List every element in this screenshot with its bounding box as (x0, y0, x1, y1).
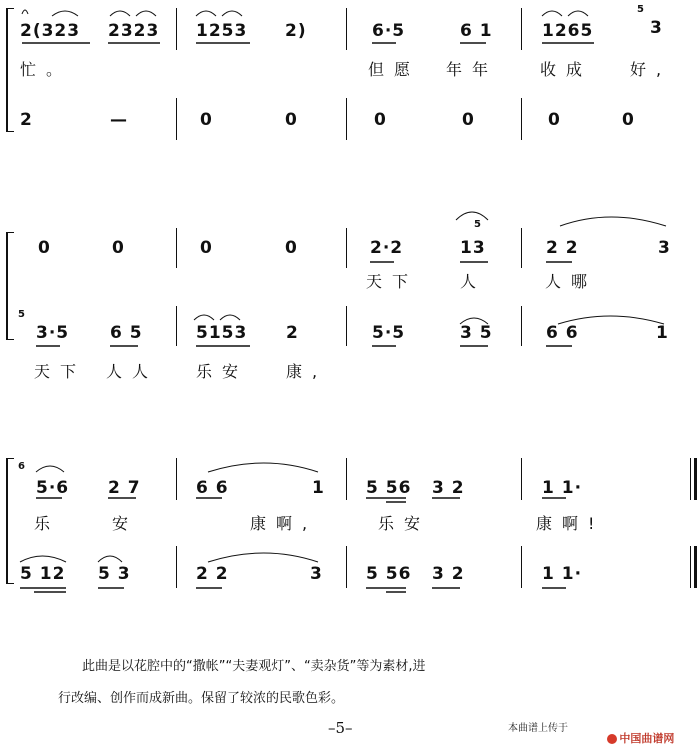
slur-layer (0, 200, 700, 270)
note: 0 (374, 110, 387, 130)
barline (346, 98, 347, 140)
note: 6 6 (546, 323, 579, 343)
bracket-bottom-hook (6, 131, 14, 132)
lyric: 但愿 (368, 60, 421, 79)
note: 6·5 (372, 21, 406, 41)
note: 2 7 (108, 478, 141, 498)
lyric: 天下 (34, 362, 87, 381)
note: — (110, 110, 128, 130)
lyric: 康啊! (536, 514, 605, 533)
note: 0 (38, 238, 51, 258)
lyric: 忙。 (20, 60, 73, 79)
slur-layer (0, 540, 700, 600)
note: 5 56 (366, 564, 412, 584)
lyric: 好, (630, 60, 672, 79)
note: 0 (285, 238, 298, 258)
lyric: 乐安 (378, 514, 431, 533)
note: 6 1 (460, 21, 493, 41)
note: 1 1· (542, 478, 583, 498)
lyric: 天下 (366, 272, 419, 291)
note: 5·5 (372, 323, 406, 343)
note: 3 2 (432, 564, 465, 584)
slur-layer (0, 300, 700, 360)
note: 5·6 (36, 478, 70, 498)
note: 0 (200, 110, 213, 130)
note: 1 (656, 323, 669, 343)
note: 3 (310, 564, 323, 584)
lyric: 人 (460, 272, 487, 291)
note: 6 5 (110, 323, 143, 343)
lyric: 人人 (106, 362, 159, 381)
note: 2 (20, 110, 33, 130)
lyric: 乐安 (196, 362, 249, 381)
note: 1 1· (542, 564, 583, 584)
note: 0 (622, 110, 635, 130)
grace-note: 5 (637, 4, 645, 15)
lyric: 乐 (34, 514, 61, 533)
note: 2 (286, 323, 299, 343)
caption-line-2: 行改编、创作而成新曲。保留了较浓的民歌色彩。 (58, 691, 345, 706)
note: 3 (658, 238, 671, 258)
note: 5 3 (98, 564, 131, 584)
note: 0 (112, 238, 125, 258)
barline (176, 98, 177, 140)
grace-note: 5 (474, 219, 482, 230)
lyric: 年年 (446, 60, 499, 79)
slur-layer (0, 450, 700, 510)
note: 2 2 (546, 238, 579, 258)
grace-note: 5 (18, 309, 26, 320)
note: 2 2 (196, 564, 229, 584)
note: 3·5 (36, 323, 70, 343)
note: 5 56 (366, 478, 412, 498)
note: 0 (285, 110, 298, 130)
lyric: 收成 (540, 60, 593, 79)
slur-layer (0, 0, 700, 60)
lyric: 安 (112, 514, 139, 533)
note: 1265 (542, 21, 594, 41)
note: 0 (200, 238, 213, 258)
note: 3 (650, 18, 663, 38)
note: 3 5 (460, 323, 493, 343)
lyric: 康, (286, 362, 328, 381)
page-number: –5– (328, 719, 353, 737)
site-logo[interactable] (592, 722, 674, 755)
note: 3 2 (432, 478, 465, 498)
note: 13 (460, 238, 486, 258)
lyric: 人哪 (545, 272, 598, 291)
note: 1 (312, 478, 325, 498)
note: 2323 (108, 21, 160, 41)
lyric: 康啊, (250, 514, 318, 533)
logo-text: 中国曲谱网 (619, 732, 675, 745)
grace-note: 6 (18, 461, 26, 472)
note: 5 12 (20, 564, 66, 584)
note: 2·2 (370, 238, 404, 258)
note: 1253 (196, 21, 248, 41)
footer-upload-text: 本曲谱上传于 (508, 723, 568, 734)
caption-line-1: 此曲是以花腔中的“撒帐”“夫妻观灯”、“卖杂货”等为素材,进 (82, 659, 426, 674)
note: 0 (548, 110, 561, 130)
barline (521, 98, 522, 140)
note: 2(323 (20, 21, 81, 41)
note: 2) (285, 21, 307, 41)
note: 6 6 (196, 478, 229, 498)
note: 0 (462, 110, 475, 130)
note: 5153 (196, 323, 248, 343)
